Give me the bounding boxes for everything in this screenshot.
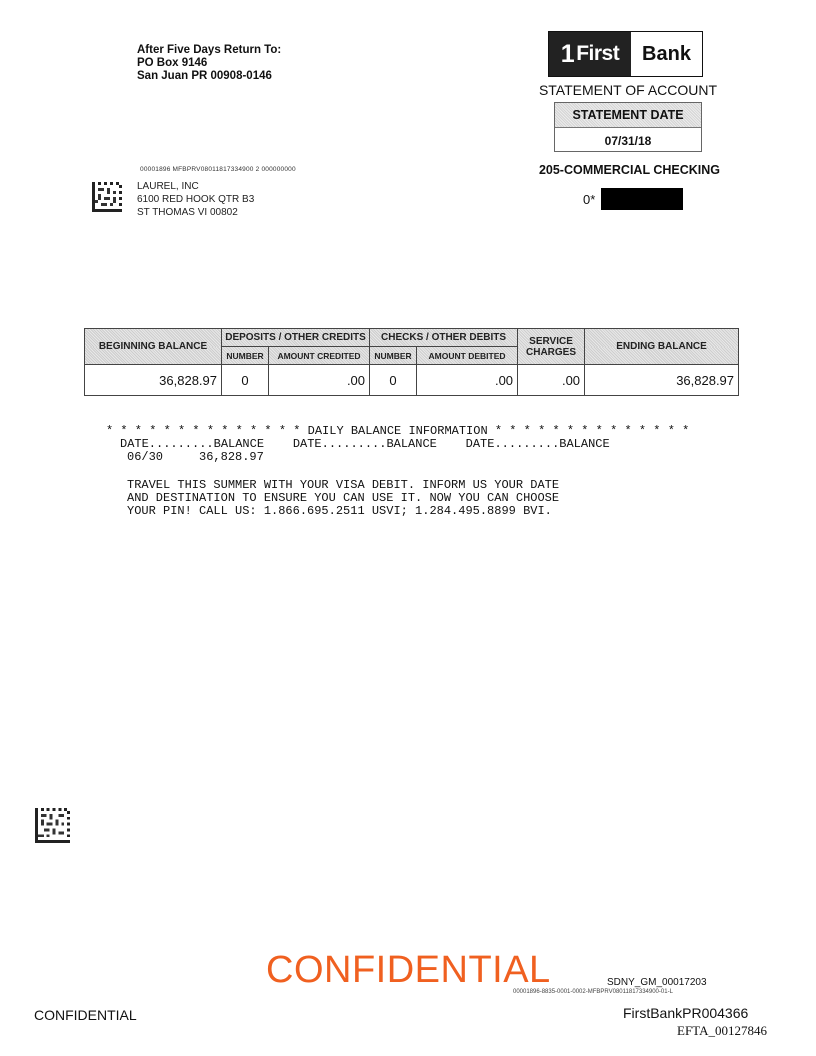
logo-digit: 1 (560, 39, 575, 68)
statement-title: STATEMENT OF ACCOUNT (538, 82, 718, 98)
return-line-3: San Juan PR 00908-0146 (137, 70, 272, 82)
value-amount-credited: .00 (269, 365, 370, 396)
logo-first-text: First (576, 42, 620, 65)
logo-bank-text: Bank (642, 42, 691, 65)
daily-balance-row: 06/30 36,828.97 (127, 450, 264, 464)
efta-number: EFTA_00127846 (677, 1023, 767, 1038)
firstbank-bates-number: FirstBankPR004366 (623, 1005, 749, 1021)
return-line-1: After Five Days Return To: (137, 44, 282, 56)
header-deposits: DEPOSITS / OTHER CREDITS (222, 329, 370, 347)
statement-date-box (554, 102, 702, 152)
message-line-2: AND DESTINATION TO ENSURE YOU CAN USE IT. NOW YOU CAN CHOOSE (127, 491, 560, 505)
account-prefix: 0* (583, 191, 596, 207)
daily-balance-heading: * * * * * * * * * * * * * * DAILY BALANCE INFORMATION * * * * * * * * * * * * * * (106, 424, 690, 438)
header-chk-number: NUMBER (370, 347, 417, 365)
document-id-line: 00001896-8835-0001-0002-MFBPRV08011817334900-01-L (513, 989, 673, 995)
addr-name: LAUREL, INC (137, 181, 199, 192)
header-checks: CHECKS / OTHER DEBITS (370, 329, 518, 347)
firstbank-logo (548, 31, 703, 77)
datamatrix-code-icon (35, 808, 70, 843)
value-ending-balance: 36,828.97 (585, 365, 739, 396)
return-address (137, 44, 281, 83)
confidential-stamp: CONFIDENTIAL (266, 949, 551, 991)
message-line-1: TRAVEL THIS SUMMER WITH YOUR VISA DEBIT. INFORM US YOUR DATE (127, 478, 560, 492)
message-line-3: YOUR PIN! CALL US: 1.866.695.2511 USVI; 1.284.495.8899 BVI. (127, 504, 552, 518)
statement-date-value: 07/31/18 (604, 133, 652, 148)
daily-balance-columns: DATE.........BALANCE DATE.........BALANCE DATE.........BALANCE (120, 437, 610, 451)
datamatrix-code-icon (92, 182, 122, 212)
value-amount-debited: .00 (417, 365, 518, 396)
table-row (85, 365, 739, 396)
header-ending-balance: ENDING BALANCE (585, 329, 739, 365)
header-amount-debited: AMOUNT DEBITED (417, 347, 518, 365)
value-chk-number: 0 (370, 365, 417, 396)
addr-city: ST THOMAS VI 00802 (137, 207, 238, 218)
account-type: 205-COMMERCIAL CHECKING (538, 163, 720, 177)
value-beginning-balance: 36,828.97 (85, 365, 222, 396)
header-dep-number: NUMBER (222, 347, 269, 365)
sdny-bates-number: SDNY_GM_00017203 (607, 977, 707, 988)
mail-barcode-line: 00001896 MFBPRV08011817334900 2 000000000 (140, 166, 296, 173)
header-amount-credited: AMOUNT CREDITED (269, 347, 370, 365)
return-line-2: PO Box 9146 (137, 57, 208, 69)
value-dep-number: 0 (222, 365, 269, 396)
mailing-address (137, 180, 254, 219)
logo-dark-panel (549, 32, 631, 76)
header-service-charges: SERVICE CHARGES (518, 329, 585, 365)
addr-street: 6100 RED HOOK QTR B3 (137, 194, 255, 205)
balance-summary-table (84, 328, 739, 396)
account-number (583, 188, 683, 210)
header-beginning-balance: BEGINNING BALANCE (85, 329, 222, 365)
value-service-charges: .00 (518, 365, 585, 396)
statement-date-label: STATEMENT DATE (555, 103, 701, 128)
confidential-label: CONFIDENTIAL (34, 1007, 137, 1023)
redaction-box (601, 188, 683, 210)
